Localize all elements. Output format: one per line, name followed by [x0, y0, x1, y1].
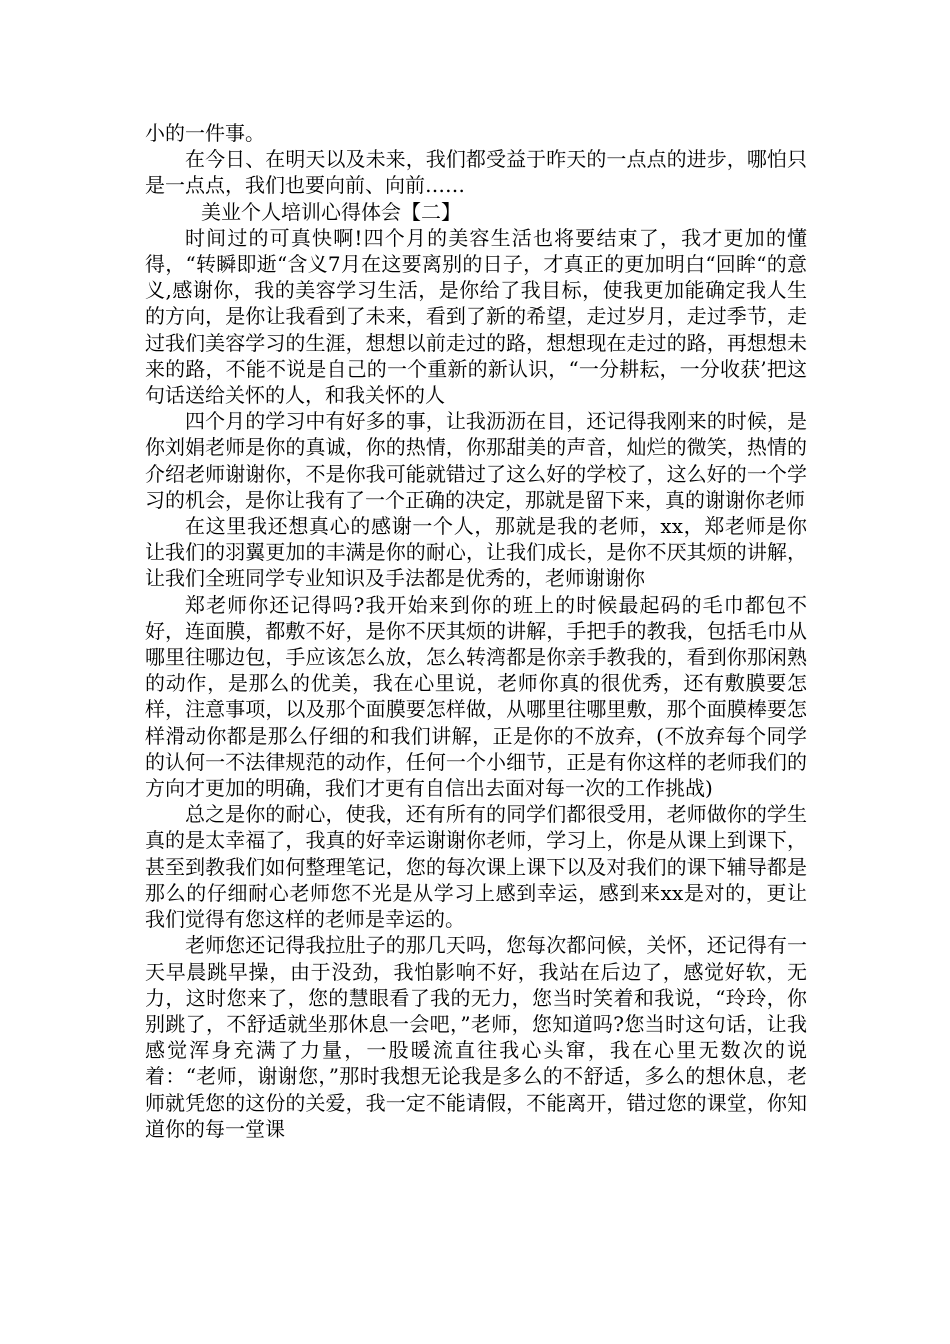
paragraph-teacher-zheng: 郑老师你还记得吗?我开始来到你的班上的时候最起码的毛巾都包不好，连面膜，都敷不好，是你不厌其烦的讲解，手把手的教我，包括毛巾从哪里往哪边包，手应该怎么放，怎么转湾都是你亲手教我的，看到你那闲熟的动作，是那么的优美，我在心里说，老师你真的很优秀，还有敷膜要怎样，注意事项，以及那个面膜要怎样做，从哪里往哪里敷，那个面膜棒要怎样滑动你都是那么仔细的和我们讲解，正是你的不放弃，(不放弃每个同学的认何一不法律规范的动作，任何一个小细节，正是有你这样的老师我们的方向才更加的明确，我们才更有自信出去面对每一次的工作挑战) [145, 592, 807, 801]
paragraph-thanks-teacher: 在这里我还想真心的感谢一个人，那就是我的老师，xx，郑老师是你让我们的羽翼更加的丰满是你的耐心，让我们成长，是你不厌其烦的讲解，让我们全班同学专业知识及手法都是优秀的，老师谢谢你 [145, 514, 807, 591]
section-heading: 美业个人培训心得体会【二】 [201, 199, 461, 224]
paragraph-care: 老师您还记得我拉肚子的那几天吗，您每次都问候，关怀，还记得有一天早晨跳早操，由于没劲，我怕影响不好，我站在后边了，感觉好软，无力，这时您来了，您的慧眼看了我的无力，您当时笑着和我说，“玲玲，你别跳了，不舒适就坐那休息一会吧，”老师，您知道吗?您当时这句话，让我感觉浑身充满了力量，一股暖流直往我心头窜，我在心里无数次的说着：“老师，谢谢您，”那时我想无论我是多么的不舒适，多么的想休息，老师就凭您的这份的关爱，我一定不能请假，不能离开，错过您的课堂，你知道你的每一堂课 [145, 933, 807, 1141]
paragraph-patience: 总之是你的耐心，使我，还有所有的同学们都很受用，老师做你的学生真的是太幸福了，我真的好幸运谢谢你老师，学习上，你是从课上到课下，甚至到教我们如何整理笔记，您的每次课上课下以及对我们的课下辅导都是那么的仔细耐心老师您不光是从学习上感到幸运，感到来xx是对的，更让我们觉得有您这样的老师是幸运的。 [145, 802, 807, 932]
paragraph-four-months: 四个月的学习中有好多的事，让我沥沥在目，还记得我刚来的时候，是你刘娟老师是你的真诚，你的热情，你那甜美的声音，灿烂的微笑，热情的介绍老师谢谢你，不是你我可能就错过了这么好的学校了，这么好的一个学习的机会，是你让我有了一个正确的决定，那就是留下来，真的谢谢你老师 [145, 409, 807, 512]
document-page [145, 120, 807, 1142]
paragraph-continuation: 小的一件事。 [145, 121, 265, 145]
paragraph-future-progress: 在今日、在明天以及未来，我们都受益于昨天的一点点的进步，哪怕只是一点点，我们也要向前、向前…… [145, 147, 807, 198]
paragraph-time-flies: 时间过的可真快啊!四个月的美容生活也将要结束了，我才更加的懂得，“转瞬即逝“含义7月在这要离别的日子，才真正的更加明白“回眸“的意义,感谢你，我的美容学习生活，是你给了我目标，使我更加能确定我人生的方向，是你让我看到了未来，看到了新的希望，走过岁月，走过季节，走过我们美容学习的生涯，想想以前走过的路，想想现在走过的路，再想想未来的路，不能不说是自己的一个重新的新认识，“一分耕耘，一分收获’把这句话送给关怀的人，和我关怀的人 [145, 225, 807, 408]
